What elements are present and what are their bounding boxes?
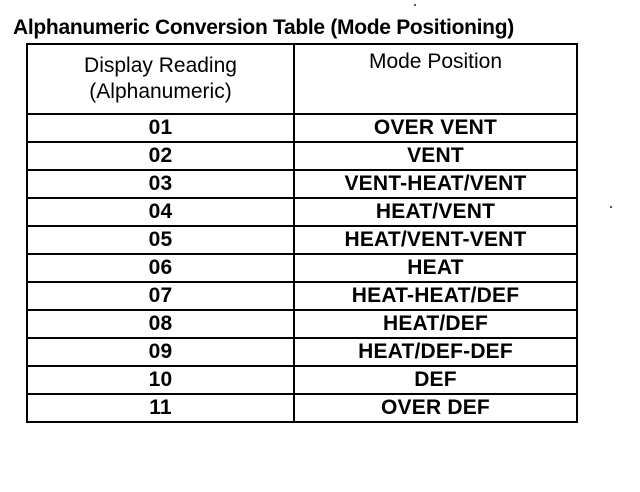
cell-mode-position: HEAT/VENT [294,198,577,226]
cell-mode-position: DEF [294,366,577,394]
cell-mode-position: VENT [294,142,577,170]
table-row [27,198,577,226]
header-display-reading-line2: (Alphanumeric) [89,80,232,103]
header-display-reading [27,44,294,114]
table-row [27,254,577,282]
cell-mode-position: HEAT-HEAT/DEF [294,282,577,310]
table-row [27,394,577,422]
cell-mode-position: VENT-HEAT/VENT [294,170,577,198]
cell-display-reading: 03 [27,170,294,198]
cell-display-reading: 04 [27,198,294,226]
table-row [27,338,577,366]
page-title: Alphanumeric Conversion Table (Mode Positioning) [13,16,514,39]
table-row [27,170,577,198]
cell-mode-position: HEAT/DEF-DEF [294,338,577,366]
cell-mode-position: OVER VENT [294,114,577,142]
header-display-reading-line1: Display Reading [84,54,237,77]
header-mode-position [294,44,577,114]
cell-mode-position: HEAT [294,254,577,282]
table-row [27,142,577,170]
cell-mode-position: HEAT/DEF [294,310,577,338]
cell-display-reading: 09 [27,338,294,366]
cell-display-reading: 08 [27,310,294,338]
scan-speck [610,206,612,208]
conversion-table [26,43,578,423]
table-header-row [27,44,577,114]
cell-display-reading: 10 [27,366,294,394]
cell-display-reading: 11 [27,394,294,422]
cell-display-reading: 06 [27,254,294,282]
header-mode-position-label: Mode Position [368,50,503,73]
cell-display-reading: 01 [27,114,294,142]
table-row [27,282,577,310]
cell-display-reading: 02 [27,142,294,170]
cell-mode-position: OVER DEF [294,394,577,422]
cell-display-reading: 05 [27,226,294,254]
cell-display-reading: 07 [27,282,294,310]
scan-speck [414,4,416,6]
table-row [27,310,577,338]
cell-mode-position: HEAT/VENT-VENT [294,226,577,254]
table-row [27,114,577,142]
table-row [27,226,577,254]
table-row [27,366,577,394]
